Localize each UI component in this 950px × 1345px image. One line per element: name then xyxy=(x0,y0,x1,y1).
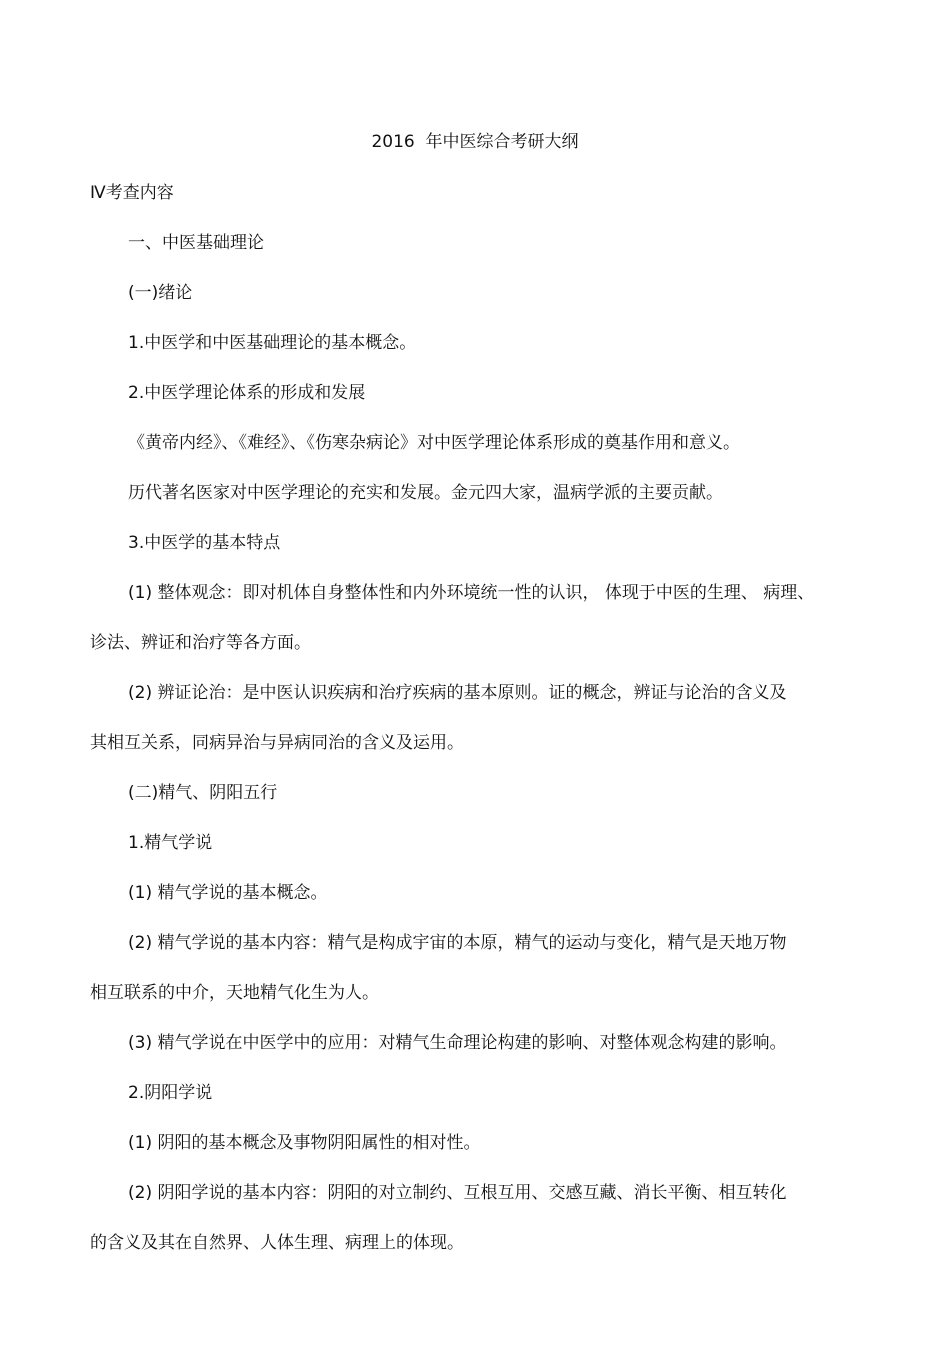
outline-item: 1.中医学和中医基础理论的基本概念。 xyxy=(128,333,417,353)
outline-item: 2.阴阳学说 xyxy=(128,1083,213,1103)
chapter-heading: 一、中医基础理论 xyxy=(128,233,264,253)
paragraph-line: 《黄帝内经》、《难经》、《伤寒杂病论》对中医学理论体系形成的奠基作用和意义。 xyxy=(128,433,740,453)
paragraph-line: (2) 精气学说的基本内容：精气是构成宇宙的本原，精气的运动与变化，精气是天地万物 xyxy=(128,933,787,953)
paragraph-line: (2) 阴阳学说的基本内容：阴阳的对立制约、互根互用、交感互藏、消长平衡、相互转化 xyxy=(128,1183,787,1203)
paragraph-line: (3) 精气学说在中医学中的应用：对精气生命理论构建的影响、对整体观念构建的影响。 xyxy=(128,1033,787,1053)
outline-item: 1.精气学说 xyxy=(128,833,213,853)
paragraph-line: 历代著名医家对中医学理论的充实和发展。金元四大家，温病学派的主要贡献。 xyxy=(128,483,723,503)
subsection-heading: (一)绪论 xyxy=(128,283,193,303)
paragraph-line: (1) 阴阳的基本概念及事物阴阳属性的相对性。 xyxy=(128,1133,481,1153)
outline-item: 2.中医学理论体系的形成和发展 xyxy=(128,383,366,403)
paragraph-line: 的含义及其在自然界、人体生理、病理上的体现。 xyxy=(90,1233,464,1253)
document-title: 2016 年中医综合考研大纲 xyxy=(371,132,579,152)
paragraph-line: (1) 精气学说的基本概念。 xyxy=(128,883,328,903)
paragraph-line: (2) 辨证论治：是中医认识疾病和治疗疾病的基本原则。证的概念，辨证与论治的含义及 xyxy=(128,683,787,703)
paragraph-line: (1) 整体观念：即对机体自身整体性和内外环境统一性的认识， 体现于中医的生理、 病理、 xyxy=(128,583,815,603)
subsection-heading: (二)精气、阴阳五行 xyxy=(128,783,278,803)
outline-item: 3.中医学的基本特点 xyxy=(128,533,281,553)
paragraph-line: 诊法、辨证和治疗等各方面。 xyxy=(90,633,311,653)
paragraph-line: 相互联系的中介，天地精气化生为人。 xyxy=(90,983,379,1003)
paragraph-line: 其相互关系，同病异治与异病同治的含义及运用。 xyxy=(90,733,464,753)
section-heading: Ⅳ考查内容 xyxy=(90,183,174,203)
